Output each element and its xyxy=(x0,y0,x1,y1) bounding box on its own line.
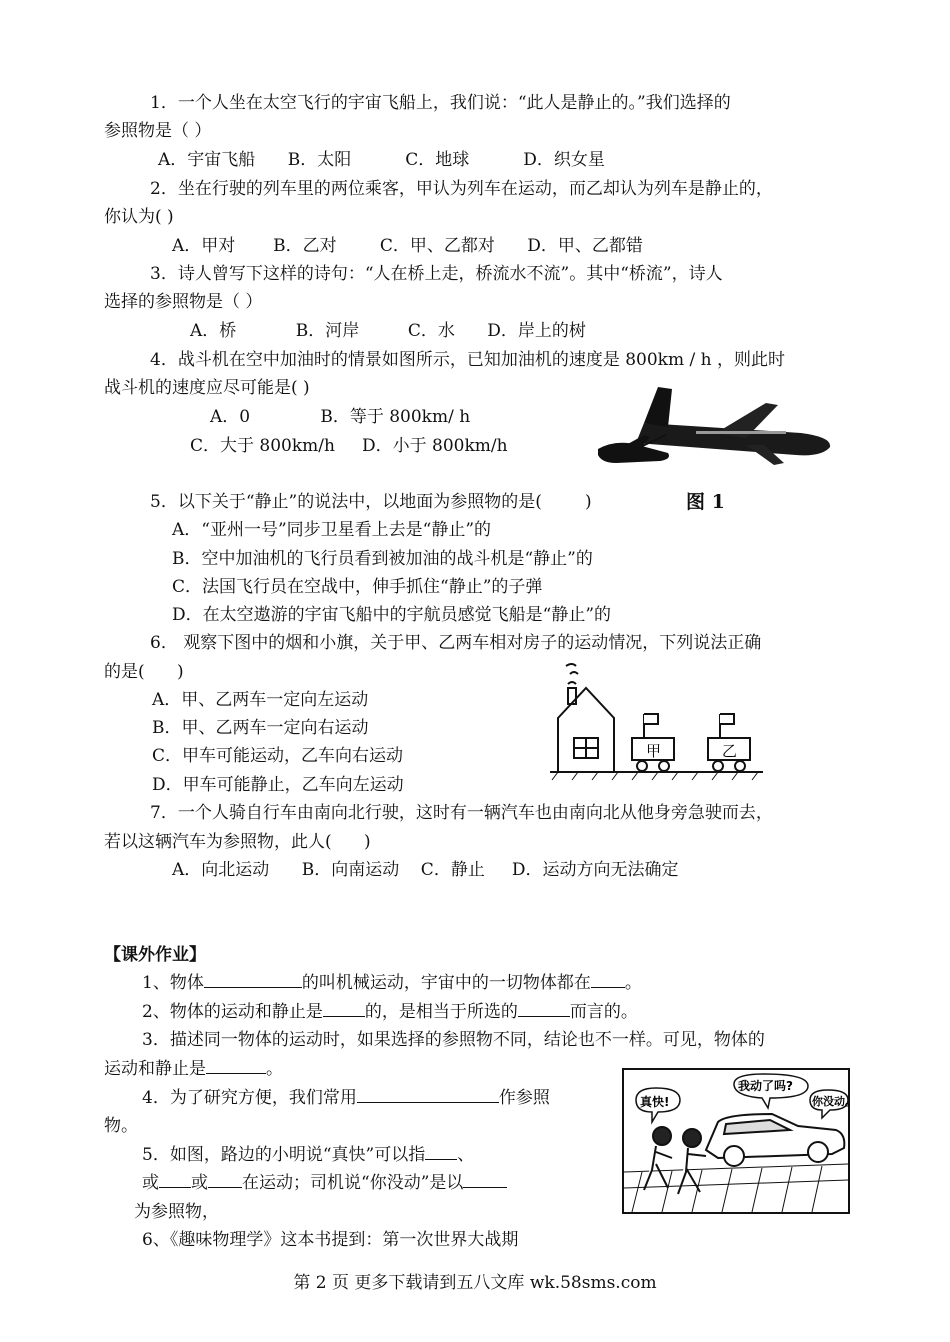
q4-line2: 战斗机的速度应尽可能是( ) xyxy=(104,378,310,398)
q6-line1: 6． 观察下图中的烟和小旗，关于甲、乙两车相对房子的运动情况，下列说法正确 xyxy=(150,633,762,653)
refueling-aircraft-figure xyxy=(596,383,836,468)
q4-options-ab: A．0 B．等于 800km/ h xyxy=(210,407,471,427)
cart-jia-label: 甲 xyxy=(646,742,662,760)
bubble-text-1: 真快! xyxy=(640,1095,670,1109)
homework-item-3-line1: 3．描述同一物体的运动时，如果选择的参照物不同，结论也不一样。可见，物体的 xyxy=(142,1030,765,1050)
homework-item-5: 5．如图，路边的小明说“真快”可以指 、 xyxy=(142,1145,475,1165)
q5-option-a: A．“亚州一号”同步卫星看上去是“静止”的 xyxy=(172,520,492,540)
q5-option-c: C．法国飞行员在空战中，伸手抓住“静止”的子弹 xyxy=(172,577,543,597)
flag-yi-icon xyxy=(720,714,734,724)
q5-line1: 5．以下关于“静止”的说法中，以地面为参照物的是( ) xyxy=(150,492,592,512)
q1-options: A．宇宙飞船 B．太阳 C．地球 D．织女星 xyxy=(158,150,605,170)
q5-option-b: B．空中加油机的飞行员看到被加油的战斗机是“静止”的 xyxy=(172,549,593,569)
q6-line2: 的是( ) xyxy=(104,662,184,682)
q5-option-d: D．在太空遨游的宇宙飞船中的宇航员感觉飞船是“静止”的 xyxy=(172,605,612,625)
bubble-text-2: 我动了吗? xyxy=(738,1079,793,1093)
q2-line2: 你认为( ) xyxy=(104,207,174,227)
q3-options: A．桥 B．河岸 C．水 D．岸上的树 xyxy=(190,321,586,341)
q4-options-cd: C．大于 800km/h D．小于 800km/h xyxy=(190,436,508,456)
homework-item-1: 1、物体 的叫机械运动，宇宙中的一切物体都在 。 xyxy=(142,973,642,993)
q2-line1: 2．坐在行驶的列车里的两位乘客，甲认为列车在运动，而乙却认为列车是静止的， xyxy=(150,179,773,199)
q3-line2: 选择的参照物是（ ） xyxy=(104,292,263,312)
car-kids-figure xyxy=(622,1068,856,1214)
homework-item-3-line2: 运动和静止是 。 xyxy=(104,1059,283,1079)
q7-line1: 7．一个人骑自行车由南向北行驶，这时有一辆汽车也由南向北从他身旁急驶而去， xyxy=(150,803,773,823)
q6-option-b: B．甲、乙两车一定向右运动 xyxy=(152,718,369,738)
q1-line1: 1．一个人坐在太空飞行的宇宙飞船上，我们说：“此人是静止的。”我们选择的 xyxy=(150,93,731,113)
q7-line2: 若以这辆汽车为参照物，此人( ) xyxy=(104,832,371,852)
cart-yi-label: 乙 xyxy=(722,742,738,760)
house-icon xyxy=(558,688,614,772)
homework-item-4-line2: 物。 xyxy=(104,1116,138,1136)
q6-option-a: A．甲、乙两车一定向左运动 xyxy=(152,690,369,710)
house-carts-figure xyxy=(548,660,768,785)
homework-item-5-line2: 或 或 在运动；司机说“你没动”是以 xyxy=(142,1172,507,1194)
q6-option-d: D．甲车可能静止，乙车向左运动 xyxy=(152,775,404,795)
homework-item-4: 4．为了研究方便，我们常用 作参照 xyxy=(142,1088,550,1108)
flag-jia-icon xyxy=(644,714,658,724)
figure-1-label: 图 1 xyxy=(686,491,725,513)
homework-item-6: 6、《趣味物理学》这本书提到：第一次世界大战期 xyxy=(142,1230,519,1250)
q2-options: A．甲对 B．乙对 C．甲、乙都对 D．甲、乙都错 xyxy=(172,236,643,256)
homework-title: 【课外作业】 xyxy=(104,945,206,965)
homework-item-2: 2、物体的运动和静止是 的，是相当于所选的 而言的。 xyxy=(142,1002,638,1022)
q3-line1: 3．诗人曾写下这样的诗句：“人在桥上走，桥流水不流”。其中“桥流”，诗人 xyxy=(150,264,723,284)
q4-line1: 4．战斗机在空中加油时的情景如图所示，已知加油机的速度是 800km / h ，则此时 xyxy=(150,350,785,370)
page-footer: 第 2 页 更多下载请到五八文库 wk.58sms.com xyxy=(293,1273,657,1293)
q7-options: A．向北运动 B．向南运动 C．静止 D．运动方向无法确定 xyxy=(172,860,679,880)
homework-item-5-line3: 为参照物， xyxy=(134,1202,219,1222)
q1-line2: 参照物是（ ） xyxy=(104,121,212,141)
q6-option-c: C．甲车可能运动，乙车向右运动 xyxy=(152,746,404,766)
bubble-text-3: 你没动。 xyxy=(812,1095,856,1108)
smoke-icon xyxy=(566,664,578,684)
